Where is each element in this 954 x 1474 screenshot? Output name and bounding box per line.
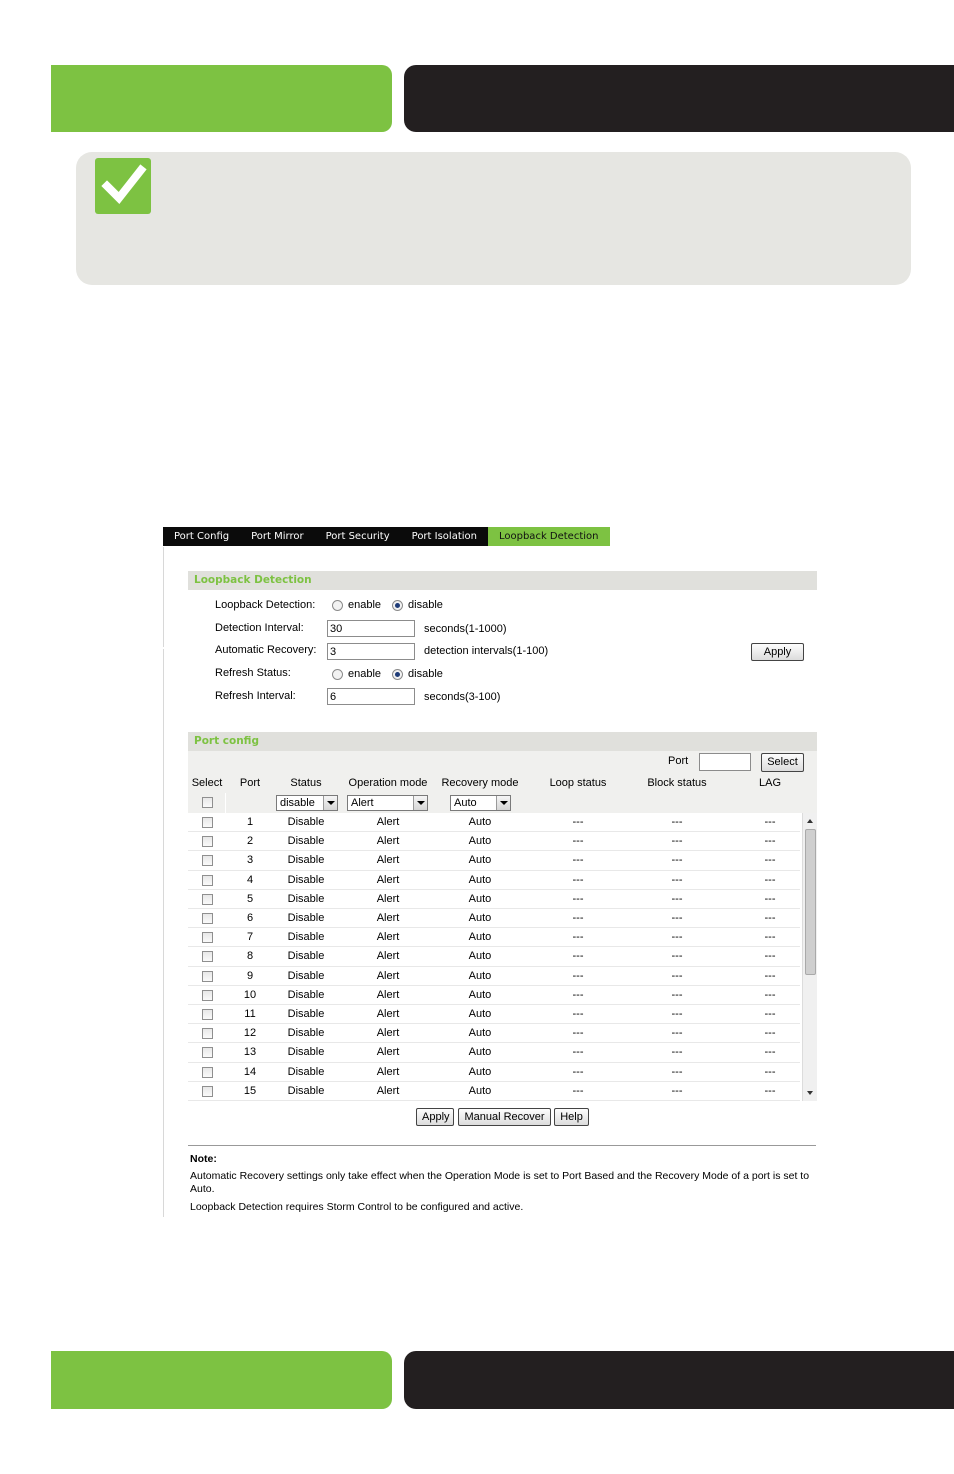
recovery-mode-cell: Auto: [468, 1046, 492, 1059]
loopback-detection-radios: [332, 599, 443, 611]
tab-port-isolation[interactable]: Port Isolation: [411, 531, 477, 542]
loop-status-cell: ---: [572, 892, 584, 905]
status-cell: Disable: [287, 1084, 325, 1097]
loop-status-cell: ---: [572, 873, 584, 886]
recovery-mode-cell: Auto: [468, 816, 492, 828]
port-cell: 12: [243, 1027, 257, 1040]
port-cell: 13: [243, 1046, 257, 1059]
block-status-cell: ---: [671, 854, 683, 867]
refresh-enable-radio[interactable]: [332, 669, 343, 680]
automatic-recovery-label: Automatic Recovery:: [215, 644, 317, 656]
port-cell: 10: [243, 988, 257, 1001]
filter-divider: [225, 793, 226, 813]
loopback-detection-label: Loopback Detection:: [215, 599, 316, 611]
footer-green-bar: [51, 1351, 392, 1409]
port-filter-label: Port: [668, 755, 689, 767]
row-select-checkbox[interactable]: [202, 990, 213, 1001]
table-scrollbar[interactable]: [802, 813, 817, 1101]
header-black-bar: [404, 65, 954, 132]
row-select-checkbox[interactable]: [202, 932, 213, 943]
status-cell: Disable: [287, 931, 325, 944]
detection-disable-radio[interactable]: [392, 600, 403, 611]
loop-status-cell: ---: [572, 969, 584, 982]
status-cell: Disable: [287, 892, 325, 905]
refresh-enable-label: enable: [348, 668, 382, 680]
footer-black-bar: [404, 1351, 954, 1409]
row-select-checkbox[interactable]: [202, 836, 213, 847]
status-cell: Disable: [287, 816, 325, 828]
table-row: [188, 851, 800, 870]
operation-mode-cell: Alert: [376, 912, 400, 924]
block-status-cell: ---: [671, 950, 683, 963]
row-select-checkbox[interactable]: [202, 1067, 213, 1078]
detection-interval-label: Detection Interval:: [215, 622, 304, 634]
lag-cell: ---: [764, 912, 776, 924]
status-cell: Disable: [287, 835, 325, 848]
table-row: [188, 1082, 800, 1101]
status-cell: Disable: [287, 1008, 325, 1020]
operation-mode-cell: Alert: [376, 835, 400, 848]
tab-port-security[interactable]: Port Security: [325, 531, 390, 542]
table-row: [188, 1005, 800, 1024]
loop-status-cell: ---: [572, 1027, 584, 1040]
loopback-apply-button[interactable]: Apply: [751, 643, 804, 661]
lag-cell: ---: [764, 1027, 776, 1040]
table-row: [188, 909, 800, 928]
operation-mode-cell: Alert: [376, 931, 400, 944]
chevron-down-icon: [496, 796, 510, 810]
checkmark-icon: [95, 158, 151, 214]
loop-status-cell: ---: [572, 1084, 584, 1097]
port-cell: 3: [246, 854, 254, 867]
tab-loopback-detection[interactable]: Loopback Detection: [488, 527, 610, 546]
lag-cell: ---: [764, 854, 776, 867]
screenshot-frame: [163, 527, 823, 1217]
loop-status-cell: ---: [572, 1065, 584, 1078]
refresh-status-label: Refresh Status:: [215, 667, 291, 679]
recovery-mode-cell: Auto: [468, 892, 492, 905]
detection-interval-unit: seconds(1-1000): [424, 623, 507, 635]
header-green-bar: [51, 65, 392, 132]
lag-cell: ---: [764, 950, 776, 963]
port-cell: 7: [246, 931, 254, 944]
lag-cell: ---: [764, 1065, 776, 1078]
block-status-cell: ---: [671, 988, 683, 1001]
filter-status-value: disable: [280, 797, 315, 809]
lag-cell: ---: [764, 988, 776, 1001]
port-cell: 11: [244, 1008, 256, 1020]
block-status-cell: ---: [671, 873, 683, 886]
detection-enable-label: enable: [348, 599, 382, 611]
operation-mode-cell: Alert: [376, 1046, 400, 1059]
block-status-cell: ---: [671, 1008, 683, 1020]
operation-mode-cell: Alert: [376, 950, 400, 963]
header-operation-mode: Operation mode: [348, 777, 428, 789]
detection-disable-label: disable: [408, 599, 443, 611]
block-status-cell: ---: [671, 912, 683, 924]
header-recovery-mode: Recovery mode: [441, 777, 519, 789]
port-cell: 1: [246, 816, 254, 828]
header-lag: LAG: [758, 777, 781, 789]
block-status-cell: ---: [671, 816, 683, 828]
header-port: Port: [239, 777, 261, 789]
table-row: [188, 890, 800, 909]
table-header: [188, 773, 817, 793]
operation-mode-cell: Alert: [376, 816, 400, 828]
row-select-checkbox[interactable]: [202, 1028, 213, 1039]
row-select-checkbox[interactable]: [202, 913, 213, 924]
table-row: [188, 1043, 800, 1062]
tab-port-mirror[interactable]: Port Mirror: [251, 531, 304, 542]
lag-cell: ---: [764, 931, 776, 944]
block-status-cell: ---: [671, 1027, 683, 1040]
port-cell: 6: [246, 912, 254, 924]
table-row: [188, 947, 800, 966]
lag-cell: ---: [764, 1008, 776, 1020]
port-cell: 2: [246, 835, 254, 848]
row-select-checkbox[interactable]: [202, 1047, 213, 1058]
lag-cell: ---: [764, 816, 776, 828]
port-cell: 5: [246, 892, 254, 905]
filter-recovery-value: Auto: [454, 797, 477, 809]
status-cell: Disable: [287, 1065, 325, 1078]
filter-opmode-select[interactable]: [347, 795, 428, 811]
operation-mode-cell: Alert: [376, 873, 400, 886]
row-select-checkbox[interactable]: [202, 855, 213, 866]
operation-mode-cell: Alert: [376, 854, 400, 867]
table-row: [188, 986, 800, 1005]
header-select: Select: [191, 777, 223, 789]
recovery-mode-cell: Auto: [468, 931, 492, 944]
chevron-down-icon: [323, 796, 337, 810]
recovery-mode-cell: Auto: [468, 1065, 492, 1078]
operation-mode-cell: Alert: [376, 969, 400, 982]
refresh-interval-unit: seconds(3-100): [424, 691, 501, 703]
lag-cell: ---: [764, 835, 776, 848]
lag-cell: ---: [764, 873, 776, 886]
note-line-2: Loopback Detection requires Storm Control to be configured and active.: [190, 1201, 524, 1213]
loop-status-cell: ---: [572, 1046, 584, 1059]
filter-recovery-select[interactable]: [450, 795, 511, 811]
detection-enable-radio[interactable]: [332, 600, 343, 611]
lag-cell: ---: [764, 1046, 776, 1059]
block-status-cell: ---: [671, 931, 683, 944]
row-select-checkbox[interactable]: [202, 951, 213, 962]
port-table-body: [188, 813, 817, 1101]
frame-edge: [163, 649, 164, 1217]
table-row: [188, 871, 800, 890]
lag-cell: ---: [764, 969, 776, 982]
block-status-cell: ---: [671, 969, 683, 982]
operation-mode-cell: Alert: [376, 1084, 400, 1097]
table-row: [188, 813, 800, 832]
row-select-checkbox[interactable]: [202, 817, 213, 828]
status-cell: Disable: [287, 1027, 325, 1040]
port-config-panel-title: Port config: [188, 732, 817, 751]
status-cell: Disable: [287, 969, 325, 982]
automatic-recovery-input[interactable]: [327, 643, 415, 660]
chevron-down-icon: [413, 796, 427, 810]
row-select-checkbox[interactable]: [202, 875, 213, 886]
filter-row: [188, 793, 817, 813]
status-cell: Disable: [287, 950, 325, 963]
recovery-mode-cell: Auto: [468, 988, 492, 1001]
note-title: Note:: [190, 1153, 217, 1165]
lag-cell: ---: [764, 892, 776, 905]
port-cell: 4: [246, 873, 254, 886]
status-cell: Disable: [287, 873, 325, 886]
tip-box: [76, 152, 911, 285]
detection-interval-input[interactable]: [327, 620, 415, 637]
operation-mode-cell: Alert: [376, 1008, 400, 1020]
refresh-interval-input[interactable]: [327, 688, 415, 705]
loop-status-cell: ---: [572, 912, 584, 924]
row-select-checkbox[interactable]: [202, 894, 213, 905]
recovery-mode-cell: Auto: [468, 1027, 492, 1040]
table-row: [188, 967, 800, 986]
scroll-down-icon[interactable]: [807, 1091, 813, 1095]
recovery-mode-cell: Auto: [468, 912, 492, 924]
port-cell: 8: [246, 950, 254, 963]
table-apply-button[interactable]: Apply: [416, 1108, 454, 1126]
help-button[interactable]: Help: [554, 1108, 589, 1126]
select-all-checkbox[interactable]: [202, 797, 213, 808]
port-cell: 15: [243, 1084, 257, 1097]
table-row: [188, 1063, 800, 1082]
block-status-cell: ---: [671, 835, 683, 848]
scroll-up-icon[interactable]: [807, 819, 813, 823]
operation-mode-cell: Alert: [376, 892, 400, 905]
recovery-mode-cell: Auto: [468, 1084, 492, 1097]
header-status: Status: [290, 777, 322, 789]
table-row: [188, 1024, 800, 1043]
loopback-panel-title: Loopback Detection: [188, 571, 817, 590]
block-status-cell: ---: [671, 1084, 683, 1097]
manual-recover-button[interactable]: Manual Recover: [458, 1108, 551, 1126]
recovery-mode-cell: Auto: [468, 950, 492, 963]
note-divider: [188, 1145, 816, 1146]
recovery-mode-cell: Auto: [468, 873, 492, 886]
recovery-mode-cell: Auto: [468, 969, 492, 982]
operation-mode-cell: Alert: [376, 988, 400, 1001]
automatic-recovery-unit: detection intervals(1-100): [424, 645, 549, 657]
operation-mode-cell: Alert: [376, 1065, 400, 1078]
row-select-checkbox[interactable]: [202, 1009, 213, 1020]
loop-status-cell: ---: [572, 854, 584, 867]
recovery-mode-cell: Auto: [468, 1008, 492, 1020]
status-cell: Disable: [287, 912, 325, 924]
table-row: [188, 832, 800, 851]
refresh-status-radios: [332, 668, 443, 680]
port-filter-input[interactable]: [699, 753, 751, 771]
table-row: [188, 928, 800, 947]
header-block-status: Block status: [647, 777, 707, 789]
row-select-checkbox[interactable]: [202, 971, 213, 982]
port-select-button[interactable]: Select: [761, 753, 804, 772]
recovery-mode-cell: Auto: [468, 835, 492, 848]
status-cell: Disable: [287, 988, 325, 1001]
tab-port-config[interactable]: Port Config: [174, 531, 230, 542]
port-cell: 9: [246, 969, 254, 982]
filter-opmode-value: Alert: [351, 797, 374, 809]
lag-cell: ---: [764, 1084, 776, 1097]
operation-mode-cell: Alert: [376, 1027, 400, 1040]
tab-bar: [163, 527, 610, 546]
row-select-checkbox[interactable]: [202, 1086, 213, 1097]
note-line-1: Automatic Recovery settings only take effect when the Operation Mode is set to Port Based and the Recovery Mode of a port is set to Auto.: [190, 1170, 810, 1195]
block-status-cell: ---: [671, 892, 683, 905]
refresh-disable-radio[interactable]: [392, 669, 403, 680]
refresh-interval-label: Refresh Interval:: [215, 690, 296, 702]
loop-status-cell: ---: [572, 835, 584, 848]
block-status-cell: ---: [671, 1065, 683, 1078]
header-loop-status: Loop status: [549, 777, 607, 789]
loop-status-cell: ---: [572, 950, 584, 963]
block-status-cell: ---: [671, 1046, 683, 1059]
loop-status-cell: ---: [572, 816, 584, 828]
status-cell: Disable: [287, 1046, 325, 1059]
recovery-mode-cell: Auto: [468, 854, 492, 867]
port-cell: 14: [243, 1065, 257, 1078]
scroll-thumb[interactable]: [805, 829, 816, 975]
refresh-disable-label: disable: [408, 668, 443, 680]
loop-status-cell: ---: [572, 988, 584, 1001]
loop-status-cell: ---: [572, 931, 584, 944]
loop-status-cell: ---: [572, 1008, 584, 1020]
frame-edge: [163, 547, 164, 647]
filter-status-select[interactable]: [276, 795, 338, 811]
status-cell: Disable: [287, 854, 325, 867]
